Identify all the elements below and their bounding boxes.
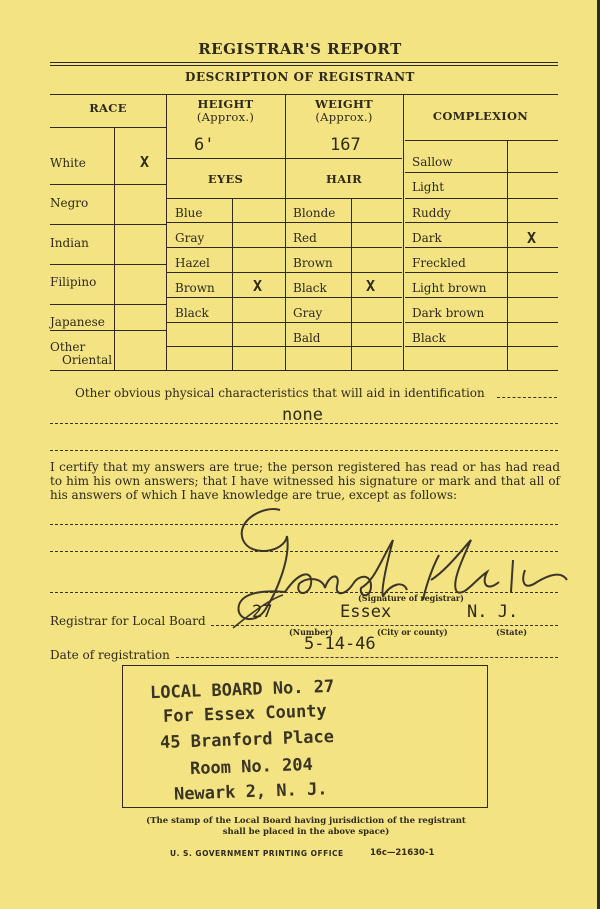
race-header-line: [50, 127, 166, 128]
race-white: White: [50, 156, 86, 170]
characteristics-line-1: [50, 423, 558, 424]
complexion-light-brown: Light brown: [412, 281, 487, 295]
title-rule-top: [50, 62, 558, 63]
complexion-row-line: [405, 222, 558, 223]
other-characteristics-value: none: [282, 405, 323, 425]
signature-caption: (Signature of registrar): [358, 593, 464, 603]
eyes-hazel: Hazel: [175, 256, 210, 270]
eyes-mark-column-line: [232, 198, 233, 370]
stamp-line-4: Room No. 204: [189, 754, 314, 780]
state-caption: (State): [496, 627, 528, 637]
number-caption: (Number): [289, 627, 334, 637]
eyes-brown-mark: X: [253, 277, 263, 295]
race-row-line: [50, 264, 166, 265]
hair-black: Black: [293, 281, 327, 295]
description-subtitle: DESCRIPTION OF REGISTRANT: [185, 70, 415, 84]
complexion-freckled: Freckled: [412, 256, 466, 270]
date-label: Date of registration: [50, 648, 170, 662]
hair-brown: Brown: [293, 256, 333, 270]
race-japanese: Japanese: [50, 315, 105, 329]
complexion-black: Black: [412, 331, 446, 345]
eyes-gray: Gray: [175, 231, 205, 245]
board-state: N. J.: [467, 602, 519, 622]
eyes-hair-row-line: [166, 297, 402, 298]
race-white-mark: X: [140, 153, 150, 171]
title-rule-bottom: [50, 65, 558, 66]
race-row-line: [50, 304, 166, 305]
registrar-line: [211, 625, 558, 626]
complexion-header-line: [405, 140, 558, 141]
height-header: HEIGHT (Approx.): [196, 97, 255, 124]
eyes-black: Black: [175, 306, 209, 320]
hair-mark-column-line: [351, 198, 352, 370]
hair-blonde: Blonde: [293, 206, 336, 220]
certification-text: I certify that my answers are true; the person registered has read or has had read to him his own answers; that I have witnessed his signature or mark and that all of his answers of which I have knowledge are true, except as follows:: [50, 460, 560, 502]
hair-header: HAIR: [326, 172, 362, 186]
stamp-line-3: 45 Branford Place: [159, 726, 335, 754]
complexion-column-line: [403, 94, 404, 370]
registrar-label: Registrar for Local Board: [50, 614, 206, 628]
complexion-row-line: [405, 198, 558, 199]
race-mark-column-line: [114, 127, 115, 370]
complexion-row-line: [405, 272, 558, 273]
board-county: Essex: [340, 602, 392, 622]
stamp-line-5: Newark 2, N. J.: [173, 779, 328, 805]
grid-bottom-line: [50, 370, 558, 371]
eyes-brown: Brown: [175, 281, 215, 295]
race-row-line: [50, 184, 166, 185]
stamp-caption-line-2: shall be placed in the above space): [222, 827, 390, 837]
race-row-line: [50, 224, 166, 225]
race-header: RACE: [89, 101, 127, 115]
report-title: REGISTRAR'S REPORT: [198, 40, 402, 58]
race-row-line: [50, 330, 166, 331]
stamp-line-1: LOCAL BOARD No. 27: [149, 676, 335, 704]
eyes-hair-header-line: [166, 198, 402, 199]
county-caption: (City or county): [377, 627, 448, 637]
complexion-ruddy: Ruddy: [412, 206, 451, 220]
complexion-row-line: [405, 346, 558, 347]
height-value: 6': [194, 135, 215, 155]
footer-printing-office: U. S. GOVERNMENT PRINTING OFFICE: [170, 849, 344, 858]
eyes-header: EYES: [207, 172, 244, 186]
date-value: 5-14-46: [304, 634, 376, 654]
characteristics-line-2: [50, 450, 558, 451]
weight-value: 167: [330, 135, 361, 155]
complexion-row-line: [405, 172, 558, 173]
weight-header: WEIGHT (Approx.): [314, 97, 374, 124]
complexion-row-line: [405, 247, 558, 248]
race-oriental: Oriental: [62, 353, 113, 367]
footer-form-number: 16c—21630-1: [370, 848, 435, 858]
complexion-dark-mark: X: [527, 229, 537, 247]
eyes-hair-row-line: [166, 322, 402, 323]
hair-bald: Bald: [293, 331, 321, 345]
complexion-row-line: [405, 322, 558, 323]
stamp-caption-line-1: (The stamp of the Local Board having jurisdiction of the registrant: [146, 816, 466, 826]
eyes-hair-row-line: [166, 346, 402, 347]
race-other: Other: [50, 340, 86, 354]
complexion-sallow: Sallow: [412, 155, 453, 169]
stamp-line-2: For Essex County: [162, 701, 328, 727]
race-indian: Indian: [50, 236, 89, 250]
height-weight-divider: [285, 94, 286, 370]
complexion-mark-column-line: [507, 140, 508, 370]
hair-gray: Gray: [293, 306, 323, 320]
complexion-header: COMPLEXION: [432, 109, 529, 123]
complexion-row-line: [405, 297, 558, 298]
race-negro: Negro: [50, 196, 89, 210]
other-characteristics-dash: [497, 397, 557, 398]
race-filipino: Filipino: [50, 275, 97, 289]
complexion-dark-brown: Dark brown: [412, 306, 485, 320]
other-characteristics-label: Other obvious physical characteristics that will aid in identification: [75, 386, 485, 400]
date-line: [176, 657, 558, 658]
height-weight-line: [166, 158, 402, 159]
grid-top-line: [50, 94, 558, 95]
race-column-line: [166, 94, 167, 370]
complexion-light: Light: [412, 180, 445, 194]
eyes-blue: Blue: [175, 206, 203, 220]
hair-red: Red: [293, 231, 317, 245]
complexion-dark: Dark: [412, 231, 442, 245]
eyes-hair-row-line: [166, 272, 402, 273]
board-number: 27: [252, 602, 273, 622]
description-grid: [50, 94, 558, 370]
eyes-hair-row-line: [166, 247, 402, 248]
hair-black-mark: X: [366, 277, 376, 295]
eyes-hair-row-line: [166, 222, 402, 223]
